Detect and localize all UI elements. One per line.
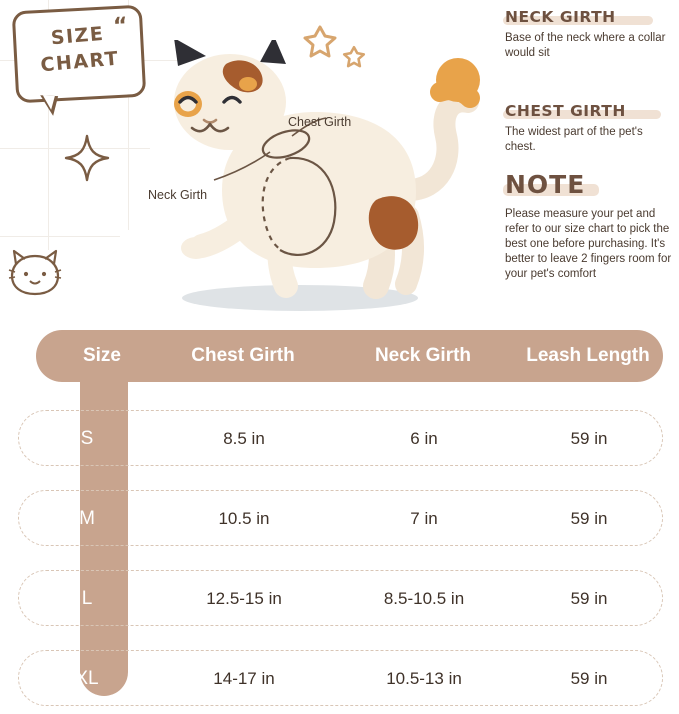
info-block-chest-girth [505, 102, 673, 155]
table-header-size: Size [82, 345, 122, 366]
table-header-chest: Chest Girth [191, 345, 295, 366]
cell-chest: 12.5-15 in [206, 589, 282, 608]
cat-face-icon [8, 248, 62, 298]
cell-size: M [79, 508, 95, 529]
table-row [18, 410, 663, 466]
cell-chest: 8.5 in [223, 429, 265, 448]
cell-leash: 59 in [570, 429, 608, 448]
table-header-leash: Leash Length [526, 345, 650, 366]
table-row [18, 650, 663, 706]
cell-chest: 10.5 in [218, 509, 270, 528]
info-body: Base of the neck where a collar would sit [505, 32, 666, 59]
cell-leash: 59 in [570, 589, 608, 608]
cell-chest: 14-17 in [213, 669, 275, 688]
cell-size: XL [75, 668, 99, 689]
sparkle-icon [62, 132, 112, 184]
chest-girth-label: Chest Girth [288, 115, 352, 129]
badge-line-2: CHART [39, 47, 121, 77]
cell-leash: 59 in [570, 669, 608, 688]
info-body: The widest part of the pet's chest. [505, 126, 643, 153]
size-chart-table [18, 330, 663, 704]
info-title: NOTE [505, 170, 673, 199]
info-block-neck-girth [505, 8, 673, 61]
cell-neck: 10.5-13 in [386, 669, 462, 688]
cell-neck: 7 in [410, 509, 438, 528]
table-header-neck: Neck Girth [374, 345, 472, 366]
grid-line [0, 236, 120, 237]
info-title: NECK GIRTH [505, 8, 673, 26]
bubble-tail-inner-icon [42, 95, 55, 110]
quote-icon: “ [112, 13, 129, 40]
info-body: Please measure your pet and refer to our size chart to pick the best one before purchasing. It's better to leave 2 fingers room for your pet's comfort [505, 208, 672, 280]
cell-size: L [81, 588, 93, 609]
info-block-note [505, 170, 673, 282]
neck-girth-label: Neck Girth [148, 188, 208, 202]
cell-neck: 8.5-10.5 in [383, 589, 465, 608]
badge-line-1: SIZE [49, 22, 106, 50]
cell-neck: 6 in [410, 429, 438, 448]
info-title: CHEST GIRTH [505, 102, 673, 120]
cat-illustration [140, 40, 480, 315]
cell-size: S [80, 428, 94, 449]
cell-leash: 59 in [570, 509, 608, 528]
size-chart-badge [12, 5, 147, 104]
table-row [18, 490, 663, 546]
table-row [18, 570, 663, 626]
